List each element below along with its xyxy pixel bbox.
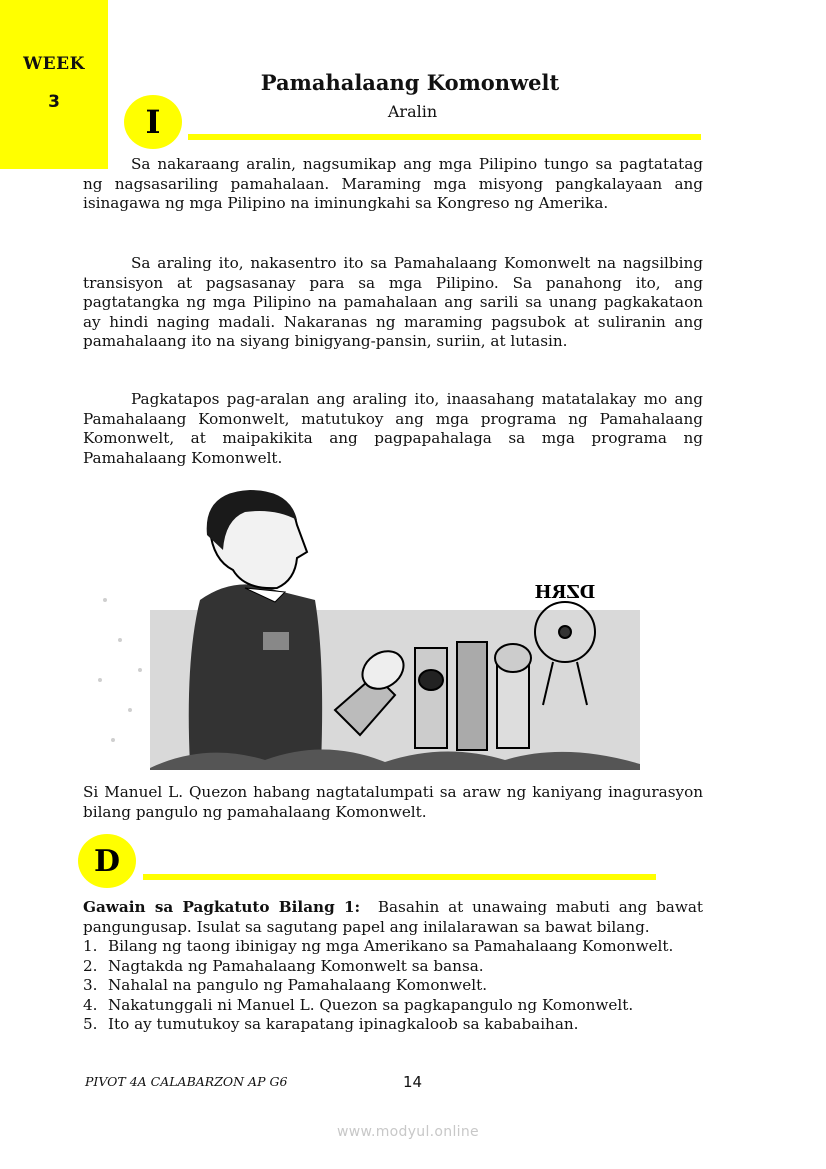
intro-paragraph-2-text: Sa araling ito, nakasentro ito sa Pamahalaang Komonwelt na nagsilbing transisyon at pagsasanay para sa mga Pilipino. Sa panahong ito, ang pagtatangka ng mga Pilipino na pamahalaan ang sarili sa unang pagkakataon ay hindi naging madali. Nakaranas ng maraming pagsubok at suliranin ang pamahalaang ito na siyang binigyang-pansin, suriin, at lutasin. [83,254,703,351]
microphone-3 [457,642,487,750]
item-number: 5. [83,1015,98,1034]
week-number: 3 [48,92,60,112]
activity-title: Gawain sa Pagkatuto Bilang 1: [83,898,361,916]
intro-paragraph-1 [83,155,703,214]
item-text: Nakatunggali ni Manuel L. Quezon sa pagkapangulo ng Komonwelt. [108,995,634,1014]
intro-paragraph-3-text: Pagkatapos pag-aralan ang araling ito, inaasahang matatalakay mo ang Pamahalaang Komonwelt, matutukoy ang mga programa ng Pamahalaang Komonwelt, at maipakikita ang pagpapahalaga sa mga programa ng Pamahalaang Komonwelt. [83,390,703,467]
activity-instructions-text: Basahin at unawaing mabuti ang bawat pangungusap. Isulat sa sagutang papel ang inilalarawan sa bawat bilang. [83,898,704,936]
item-text: Nahalal na pangulo ng Pamahalaang Komonwelt. [108,976,488,995]
intro-paragraph-1-text: Sa nakaraang aralin, nagsumikap ang mga Pilipino tungo sa pagtatatag ng nagsasariling pamahalaan. Maraming mga misyong pangkalayaan ang isinagawa ng mga Pilipino na iminungkahi sa Kongreso ng Amerika. [83,155,703,213]
item-text: Bilang ng taong ibinigay ng mga Amerikano sa Pamahalaang Komonwelt. [108,937,674,955]
microphone-4-head [495,644,531,672]
figure-jacket [189,584,322,765]
section-i-badge [124,95,182,149]
quezon-inauguration-illustration [85,480,645,775]
page-subtitle: Aralin [387,102,438,121]
section-d-badge [78,834,136,888]
activity-items [83,937,703,1035]
activity-instructions [83,898,703,937]
list-item [83,937,703,957]
page-title: Pamahalaang Komonwelt [260,70,560,95]
item-number: 1. [83,937,98,955]
radio-antenna-center [559,626,571,638]
week-label: WEEK [23,54,85,74]
intro-paragraph-2 [83,254,703,352]
section-d-letter: D [93,843,120,879]
site-watermark: www.modyul.online [337,1124,479,1140]
figure-medals [263,632,289,650]
list-item [83,996,703,1016]
section-d-divider [143,874,656,880]
list-item [83,1015,703,1035]
item-number: 2. [83,956,98,975]
illustration-caption: Si Manuel L. Quezon habang nagtatalumpati sa araw ng kaniyang inagurasyon bilang pangulo ng pamahalaang Komonwelt. [83,783,703,821]
footer-series-label: PIVOT 4A CALABARZON AP G6 [85,1074,288,1089]
list-item [83,976,703,996]
item-number: 4. [83,995,98,1014]
list-item [83,957,703,977]
illustration-speckle [98,598,142,742]
microphone-2 [415,648,447,748]
intro-paragraph-3 [83,390,703,468]
page-number: 14 [403,1073,423,1091]
station-sign: DZRH [534,582,596,603]
week-banner [0,0,108,169]
item-number: 3. [83,976,98,995]
item-text: Ito ay tumutukoy sa karapatang ipinagkaloob sa kababaihan. [108,1015,579,1034]
item-text: Nagtakda ng Pamahalaang Komonwelt sa bansa. [108,956,484,975]
section-i-divider [188,134,701,140]
section-i-letter: I [145,103,161,141]
microphone-2-grille [419,670,443,690]
